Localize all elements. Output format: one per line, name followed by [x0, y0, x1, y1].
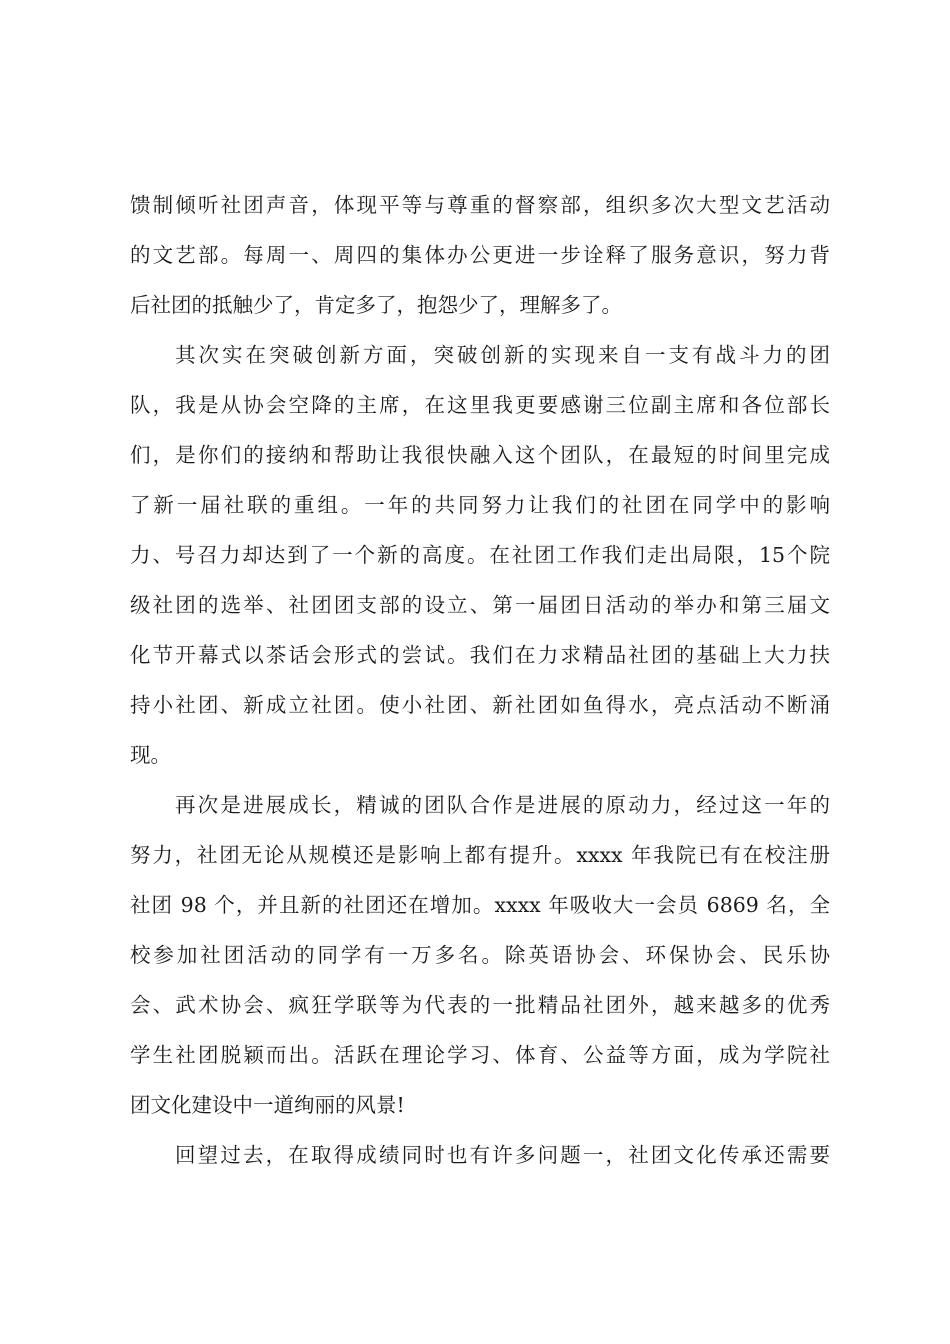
paragraph-3-line-3: 社团 98 个，并且新的社团还在增加。xxxx 年吸收大一会员 6869 名，全 [130, 893, 830, 917]
paragraph-2-line-5: 力、号召力却达到了一个新的高度。在社团工作我们走出局限，15个院 [130, 543, 830, 567]
paragraph-2-line-6: 级社团的选举、社团团支部的设立、第一届团日活动的举办和第三届文 [130, 593, 830, 617]
paragraph-2-line-9: 现。 [130, 743, 171, 767]
paragraph-3-line-1: 再次是进展成长，精诚的团队合作是进展的原动力，经过这一年的 [175, 793, 830, 817]
paragraph-1-line-1: 馈制倾听社团声音，体现平等与尊重的督察部，组织多次大型文艺活动 [130, 193, 830, 217]
paragraph-2-line-2: 队，我是从协会空降的主席，在这里我更要感谢三位副主席和各位部长 [130, 393, 830, 417]
paragraph-3-line-4: 校参加社团活动的同学有一万多名。除英语协会、环保协会、民乐协 [130, 943, 830, 967]
paragraph-3-line-7: 团文化建设中一道绚丽的风景! [130, 1093, 405, 1117]
paragraph-2-line-8: 持小社团、新成立社团。使小社团、新社团如鱼得水，亮点活动不断涌 [130, 693, 830, 717]
paragraph-1-line-3: 后社团的抵触少了，肯定多了，抱怨少了，理解多了。 [130, 293, 622, 317]
paragraph-3-line-2: 努力，社团无论从规模还是影响上都有提升。xxxx 年我院已有在校注册 [130, 843, 830, 867]
paragraph-2-line-3: 们，是你们的接纳和帮助让我很快融入这个团队，在最短的时间里完成 [130, 443, 830, 467]
paragraph-4-line-1: 回望过去，在取得成绩同时也有许多问题一，社团文化传承还需要 [175, 1143, 830, 1167]
paragraph-1-line-2: 的文艺部。每周一、周四的集体办公更进一步诠释了服务意识，努力背 [130, 243, 830, 267]
paragraph-2-line-1: 其次实在突破创新方面，突破创新的实现来自一支有战斗力的团 [175, 343, 830, 367]
paragraph-3-line-5: 会、武术协会、疯狂学联等为代表的一批精品社团外，越来越多的优秀 [130, 993, 830, 1017]
paragraph-2-line-7: 化节开幕式以茶话会形式的尝试。我们在力求精品社团的基础上大力扶 [130, 643, 830, 667]
paragraph-3-line-6: 学生社团脱颖而出。活跃在理论学习、体育、公益等方面，成为学院社 [130, 1043, 830, 1067]
paragraph-2-line-4: 了新一届社联的重组。一年的共同努力让我们的社团在同学中的影响 [130, 493, 830, 517]
